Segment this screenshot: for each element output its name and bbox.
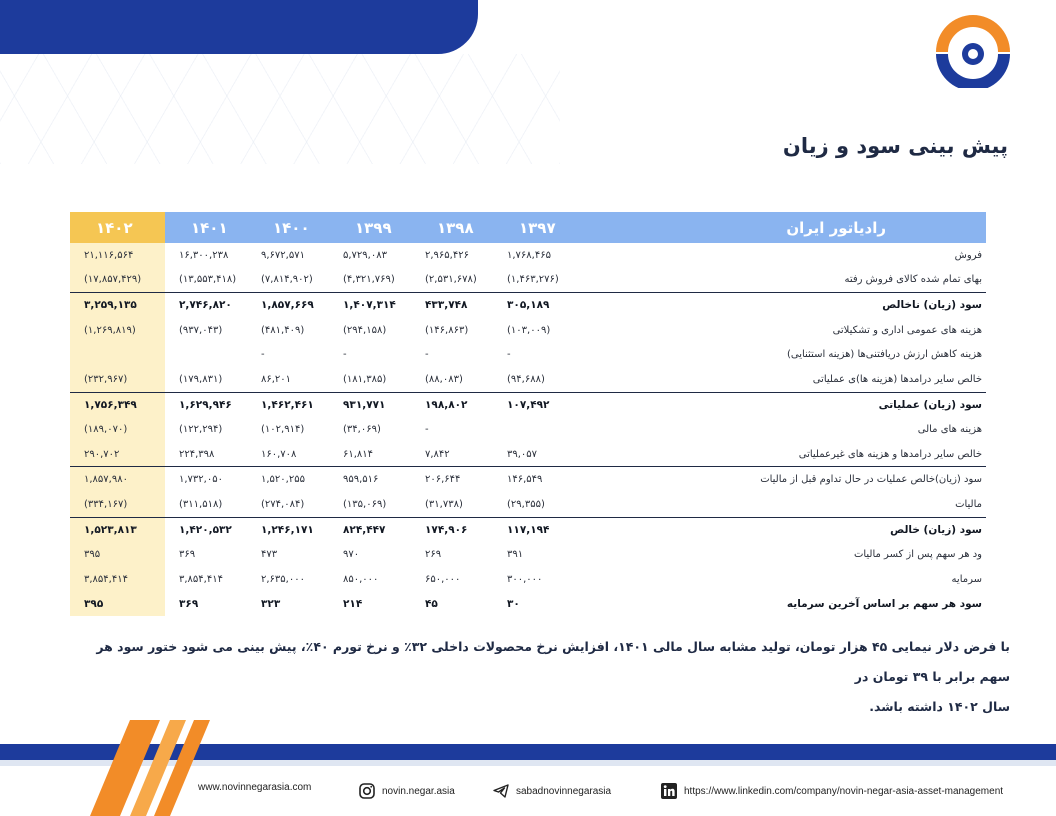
footnote-line: سال ۱۴۰۲ داشته باشد. [869,699,1010,714]
cell-value: (۳۳۴,۱۶۷) [70,492,165,517]
page-title: پیش بینی سود و زیان [782,134,1008,158]
cell-value: (۴۸۱,۴۰۹) [261,324,305,336]
table-row [70,492,986,517]
cell-value: ۱,۴۰۷,۳۱۴ [329,293,411,318]
cell-value: ۱۹۸,۸۰۲ [411,392,493,417]
cell-value: ۴۵ [425,597,438,610]
cell-value: (۸۸,۰۸۳) [425,373,463,385]
cell-value: ۳۹۵ [70,542,165,567]
row-label: خالص سایر درامدها (هزینه ها)ی عملیاتی [812,373,982,385]
cell-value: ۲۱,۱۱۶,۵۶۴ [70,243,165,268]
table-row [70,591,986,616]
cell-value: ۱۱۷,۱۹۴ [493,517,575,542]
year-header: ۱۴۰۰ [247,212,329,243]
cell-value: ۱۶۰,۷۰۸ [261,448,297,460]
table-row [70,268,986,293]
cell-value: ۱,۷۶۸,۴۶۵ [507,249,551,261]
footer [0,776,1056,806]
cell-value: (۹۳۷,۰۴۳) [179,324,223,336]
row-label: سود (زیان) خالص [575,517,986,542]
forecast-footnote [66,632,1010,722]
row-label: سود (زیان)خالص عملیات در حال تداوم قبل از مالیات [575,467,986,492]
cell-value: (۲۹۴,۱۵۸) [343,324,387,336]
year-header: ۱۳۹۸ [411,212,493,243]
cell-value: - [343,349,347,361]
cell-value: ۱۶,۳۰۰,۲۳۸ [179,249,229,261]
cell-value: (۱۷۹,۸۳۱) [179,373,223,385]
footer-instagram[interactable] [358,782,455,800]
cell-value: (۱,۴۶۳,۲۷۶) [507,274,559,286]
cell-value: ۱,۷۵۶,۳۴۹ [70,392,165,417]
telegram-handle[interactable]: sabadnovinnegarasia [516,785,612,797]
cell-value: ۴۳۳,۷۴۸ [411,293,493,318]
row-label: هزینه های مالی [917,423,982,435]
cell-value: ۱,۸۵۷,۹۸۰ [70,467,165,492]
cell-value: (۱۳۵,۰۶۹) [343,498,387,510]
cell-value: - [425,423,429,435]
cell-value: ۴۷۳ [261,548,278,560]
income-statement-table [70,212,986,616]
cell-value: ۳۹۵ [70,591,165,616]
top-banner [0,0,478,54]
cell-value: (۱۰۲,۹۱۴) [261,423,305,435]
cell-value: ۲,۶۳۵,۰۰۰ [261,573,305,585]
row-label: خالص سایر درامدها و هزینه های غیرعملیاتی [798,448,982,460]
cell-value: (۱۳,۵۵۳,۴۱۸) [179,274,237,286]
cell-value: ۲۰۶,۶۴۴ [411,467,493,492]
cell-value: ۲,۷۴۶,۸۲۰ [165,293,247,318]
cell-value: ۲۶۹ [425,548,442,560]
table-row [70,542,986,567]
instagram-icon [358,782,376,800]
cell-value: ۹۷۰ [343,548,360,560]
cell-value: ۳۹,۰۵۷ [507,448,538,460]
cell-value: (۲۷۴,۰۸۴) [261,498,305,510]
company-name-header: رادیاتور ایران [575,212,986,243]
table-row [70,467,986,492]
cell-value: ۳۶۹ [179,548,196,560]
cell-value: (۲,۵۳۱,۶۷۸) [425,274,477,286]
table-header-row [70,212,986,243]
cell-value: ۱,۴۲۰,۵۳۲ [165,517,247,542]
row-label: هزینه های عمومی اداری و تشکیلاتی [832,324,982,336]
row-label: فروش [954,249,982,261]
footer-website[interactable] [198,782,311,793]
cell-value: (۳۴,۰۶۹) [343,423,381,435]
cell-value: ۱,۸۵۷,۶۶۹ [247,293,329,318]
cell-value: ۹۵۹,۵۱۶ [329,467,411,492]
table-row [70,318,986,343]
cell-value: ۳۹۱ [507,548,524,560]
cell-value: ۳۶۹ [179,597,199,610]
cell-value: (۳۱۱,۵۱۸) [179,498,223,510]
footer-telegram[interactable] [492,782,611,800]
cell-value: - [261,349,265,361]
table-row [70,517,986,542]
year-header: ۱۴۰۱ [165,212,247,243]
cell-value: ۱۰۷,۴۹۲ [493,392,575,417]
cell-value: (۲۳۲,۹۶۷) [70,367,165,392]
table-row [70,417,986,442]
cell-value [70,342,165,367]
linkedin-icon [660,782,678,800]
cell-value: ۱,۷۳۲,۰۵۰ [165,467,247,492]
year-header-forecast: ۱۴۰۲ [70,212,165,243]
cell-value: ۲۲۴,۳۹۸ [179,448,215,460]
linkedin-url[interactable]: https://www.linkedin.com/company/novin-negar-asia-asset-management [684,785,1004,797]
cell-value: ۸۲۴,۴۴۷ [329,517,411,542]
cell-value: (۷,۸۱۴,۹۰۲) [261,274,313,286]
footer-linkedin[interactable] [660,782,1003,800]
instagram-handle[interactable]: novin.negar.asia [382,785,455,797]
row-label: ود هر سهم پس از کسر مالیات [853,548,982,560]
footnote-line: با فرض دلار نیمایی ۴۵ هزار تومان، تولید مشابه سال مالی ۱۴۰۱، افزایش نرخ محصولات داخلی ۳۲٪ و نرخ تورم ۴۰٪، پیش بینی می شود ختور سود هر سهم برابر با ۳۹ تومان در [96,639,1010,684]
cell-value: ۱,۵۲۳,۸۱۳ [70,517,165,542]
background-pattern [0,54,560,164]
cell-value: ۲,۹۶۵,۴۲۶ [425,249,469,261]
cell-value: ۳,۸۵۴,۴۱۴ [179,573,223,585]
cell-value [493,417,575,442]
cell-value: ۹۳۱,۷۷۱ [329,392,411,417]
cell-value: (۹۴,۶۸۸) [507,373,545,385]
cell-value: ۱,۶۲۹,۹۴۶ [165,392,247,417]
cell-value: ۲۹۰,۷۰۲ [70,442,165,467]
cell-value: ۳۰۰,۰۰۰ [507,573,543,585]
row-label: مالیات [955,498,982,510]
cell-value: (۲۹,۳۵۵) [507,498,545,510]
cell-value: ۲۱۴ [343,597,363,610]
logo-eye-icon [928,14,1018,88]
telegram-icon [492,782,510,800]
cell-value [165,342,247,367]
cell-value: ۱,۲۴۶,۱۷۱ [247,517,329,542]
cell-value: ۸۵۰,۰۰۰ [343,573,379,585]
row-label: هزینه کاهش ارزش دریافتنی‌ها (هزینه استثنایی) [786,349,982,361]
cell-value: ۱,۴۶۲,۴۶۱ [247,392,329,417]
cell-value: ۳,۸۵۴,۴۱۴ [70,567,165,592]
row-label: سود (زیان) عملیاتی [575,392,986,417]
cell-value: (۱۲۲,۲۹۴) [179,423,223,435]
table-row [70,392,986,417]
table-row [70,567,986,592]
cell-value: ۳۲۳ [261,597,281,610]
cell-value: (۱۴۶,۸۶۳) [425,324,469,336]
cell-value: (۱۷,۸۵۷,۴۲۹) [70,268,165,293]
year-header: ۱۳۹۹ [329,212,411,243]
table-row [70,342,986,367]
cell-value: (۱,۲۶۹,۸۱۹) [70,318,165,343]
cell-value: (۱۸۹,۰۷۰) [70,417,165,442]
cell-value: ۳۰۵,۱۸۹ [493,293,575,318]
cell-value: ۱۴۶,۵۴۹ [493,467,575,492]
cell-value: ۶۱,۸۱۴ [343,448,374,460]
cell-value: - [507,349,511,361]
row-label: سرمایه [951,573,982,585]
table-row [70,293,986,318]
table-row [70,243,986,268]
cell-value: ۸۶,۲۰۱ [261,373,292,385]
cell-value: ۹,۶۷۲,۵۷۱ [261,249,305,261]
table-row [70,367,986,392]
cell-value: (۴,۳۲۱,۷۶۹) [343,274,395,286]
cell-value: ۱,۵۲۰,۲۵۵ [247,467,329,492]
year-header: ۱۳۹۷ [493,212,575,243]
cell-value: - [425,349,429,361]
cell-value: ۷,۸۴۲ [425,448,450,460]
cell-value: (۱۸۱,۳۸۵) [343,373,387,385]
website-link[interactable]: www.novinnegarasia.com [198,782,312,793]
cell-value: ۱۷۴,۹۰۶ [411,517,493,542]
cell-value: ۶۵۰,۰۰۰ [425,573,461,585]
row-label: سود (زیان) ناخالص [575,293,986,318]
row-label: سود هر سهم بر اساس آخرین سرمایه [786,597,982,610]
cell-value: (۳۱,۷۳۸) [425,498,463,510]
table-row [70,442,986,467]
cell-value: ۳,۲۵۹,۱۳۵ [70,293,165,318]
cell-value: (۱۰۳,۰۰۹) [507,324,551,336]
cell-value: ۳۰ [507,597,520,610]
row-label: بهای تمام شده کالای فروش رفته [844,274,982,286]
cell-value: ۵,۷۲۹,۰۸۳ [343,249,387,261]
